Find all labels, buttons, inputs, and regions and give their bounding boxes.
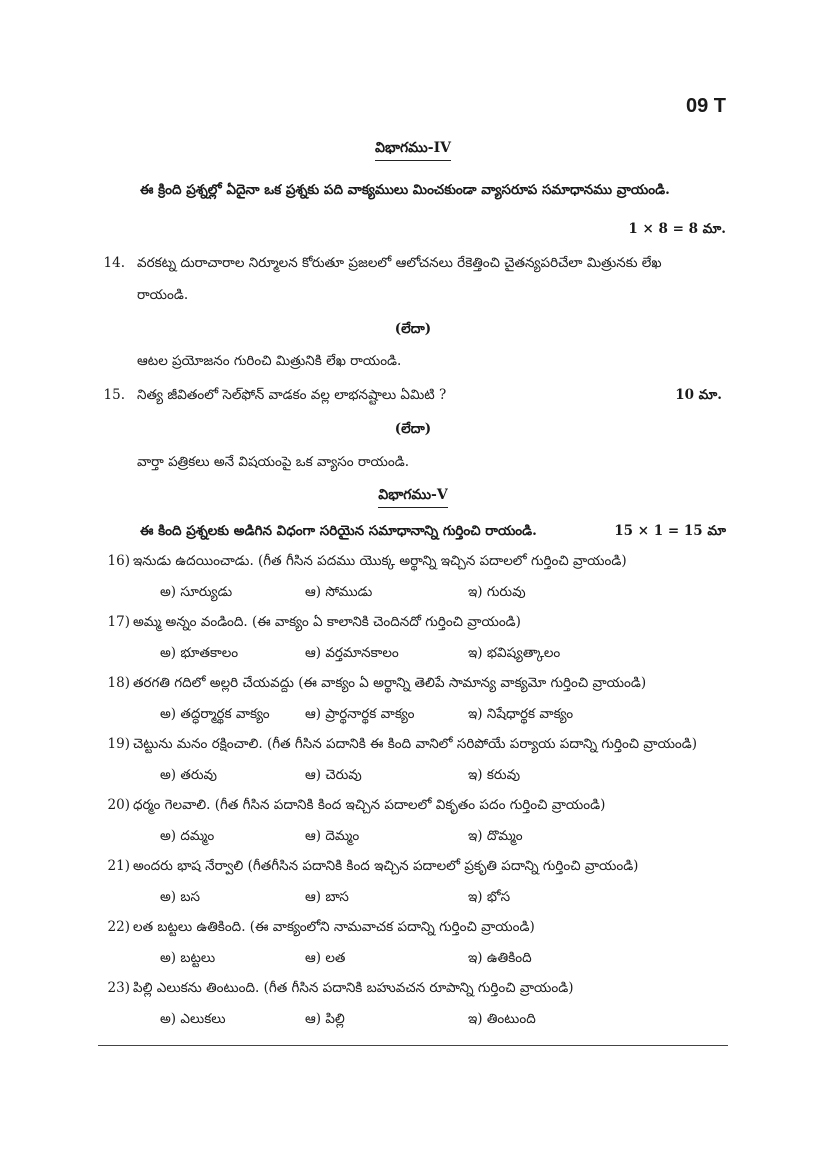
question-text: పిల్లి ఎలుకను తింటుంది. (గీత గీసిన పదానికి బహువచన రూపాన్ని గుర్తించి వ్రాయండి): [133, 980, 574, 996]
question-number: 21): [107, 858, 130, 874]
option-b: ఆ) చెరువు: [305, 767, 362, 783]
question-text: లత బట్టలు ఉతికింది. (ఈ వాక్యంలోని నామవాచక పదాన్ని గుర్తించి వ్రాయండి): [133, 919, 535, 935]
option-a: అ) సూర్యుడు: [160, 584, 233, 600]
question-text: తరగతి గదిలో అల్లరి చేయవద్దు (ఈ వాక్యం ఏ అర్థాన్ని తెలిపే సామాన్య వాక్యమో గుర్తించి వ్రాయండి): [133, 675, 647, 691]
option-b: ఆ) పిల్లి: [305, 1011, 345, 1027]
option-b: ఆ) బాస: [305, 889, 349, 905]
option-c: ఇ) తింటుంది: [468, 1011, 536, 1027]
option-c: ఇ) భోస: [468, 889, 511, 905]
question-15-marks: 10 మా.: [675, 387, 722, 403]
section-v-marks: 15 × 1 = 15 మా: [614, 523, 726, 539]
question-14-text-line1: వరకట్న దురాచారాల నిర్మూలన కోరుతూ ప్రజలలో ఆలోచనలు రేకెత్తించి చైతన్యపరిచేలా మిత్రునకు లేఖ: [137, 255, 662, 271]
option-c: ఇ) భవిష్యత్కాలం: [468, 645, 561, 661]
section-iv-heading: విభాగము-IV: [0, 140, 826, 159]
question-14-alternative: ఆటల ప్రయోజనం గురించి మిత్రునికి లేఖ రాయండి.: [137, 353, 402, 369]
option-c: ఇ) కరువు: [468, 767, 521, 783]
question-14-or: (లేదా): [394, 321, 432, 337]
question-number: 22): [107, 919, 130, 935]
question-number: 17): [107, 614, 130, 630]
option-c: ఇ) గురువు: [468, 584, 526, 600]
question-15-or: (లేదా): [394, 421, 432, 437]
question-number: 20): [107, 797, 130, 813]
option-b: ఆ) దెమ్మం: [305, 828, 360, 844]
option-a: అ) భూతకాలం: [160, 645, 239, 661]
option-a: అ) తరువు: [160, 767, 218, 783]
question-number: 16): [107, 553, 130, 569]
question-text: ఇనుడు ఉదయించాడు. (గీత గీసిన పదము యొక్క అర్థాన్ని ఇచ్చిన పదాలలో గుర్తించి వ్రాయండి): [133, 553, 627, 569]
question-text: అమ్మ అన్నం వండింది. (ఈ వాక్యం ఏ కాలానికి చెందినదో గుర్తించి వ్రాయండి): [133, 614, 521, 630]
option-c: ఇ) దొమ్మం: [468, 828, 523, 844]
question-14-text-line2: రాయండి.: [137, 287, 189, 303]
option-a: అ) బస: [160, 889, 200, 905]
question-number: 23): [107, 980, 130, 996]
question-text: చెట్టును మనం రక్షించాలి. (గీత గీసిన పదానికి ఈ కింది వానిలో సరిపోయే పర్యాయ పదాన్ని గుర్తించి వ్రాయండి): [133, 736, 698, 752]
option-c: ఇ) ఉతికింది: [468, 950, 532, 966]
option-c: ఇ) నిషేధార్థక వాక్యం: [468, 706, 574, 722]
question-number: 19): [107, 736, 130, 752]
option-b: ఆ) లత: [305, 950, 346, 966]
section-v-heading: విభాగము-V: [0, 487, 826, 506]
option-b: ఆ) సోముడు: [305, 584, 373, 600]
question-15-text: నిత్య జీవితంలో సెల్‌ఫోన్ వాడకం వల్ల లాభనష్టాలు ఏమిటి ?: [137, 387, 447, 403]
section-v-instruction: ఈ కింది ప్రశ్నలకు అడిగిన విధంగా సరియైన సమాధానాన్ని గుర్తించి రాయండి.: [140, 523, 537, 539]
question-text: అందరు భాష నేర్వాలి (గీతగీసిన పదానికి కింద ఇచ్చిన పదాలలో ప్రకృతి పదాన్ని గుర్తించి వ్రాయండి): [133, 858, 639, 874]
section-iv-marks: 1 × 8 = 8 మా.: [628, 221, 726, 237]
option-a: అ) బట్టలు: [160, 950, 216, 966]
question-14-number: 14.: [103, 255, 125, 271]
section-iv-instruction: ఈ క్రింది ప్రశ్నల్లో ఏదైనా ఒక ప్రశ్నకు పది వాక్యములు మించకుండా వ్యాసరూప సమాధానము వ్రాయండి.: [140, 182, 670, 198]
option-b: ఆ) ప్రార్థనార్థక వాక్యం: [305, 706, 415, 722]
option-a: అ) ఎలుకలు: [160, 1011, 226, 1027]
question-15-alternative: వార్తా పత్రికలు అనే విషయంపై ఒక వ్యాసం రాయండి.: [137, 454, 409, 470]
option-b: ఆ) వర్తమానకాలం: [305, 645, 399, 661]
option-a: అ) దమ్మం: [160, 828, 215, 844]
question-number: 18): [107, 675, 130, 691]
page-code: 09 T: [685, 95, 726, 117]
question-15-number: 15.: [103, 387, 125, 403]
question-text: ధర్మం గెలవాలి. (గీత గీసిన పదానికి కింద ఇచ్చిన పదాలలో వికృతం పదం గుర్తించి వ్రాయండి): [133, 797, 606, 813]
footer-divider: [98, 1045, 728, 1046]
option-a: అ) తద్ధర్మార్థక వాక్యం: [160, 706, 270, 722]
